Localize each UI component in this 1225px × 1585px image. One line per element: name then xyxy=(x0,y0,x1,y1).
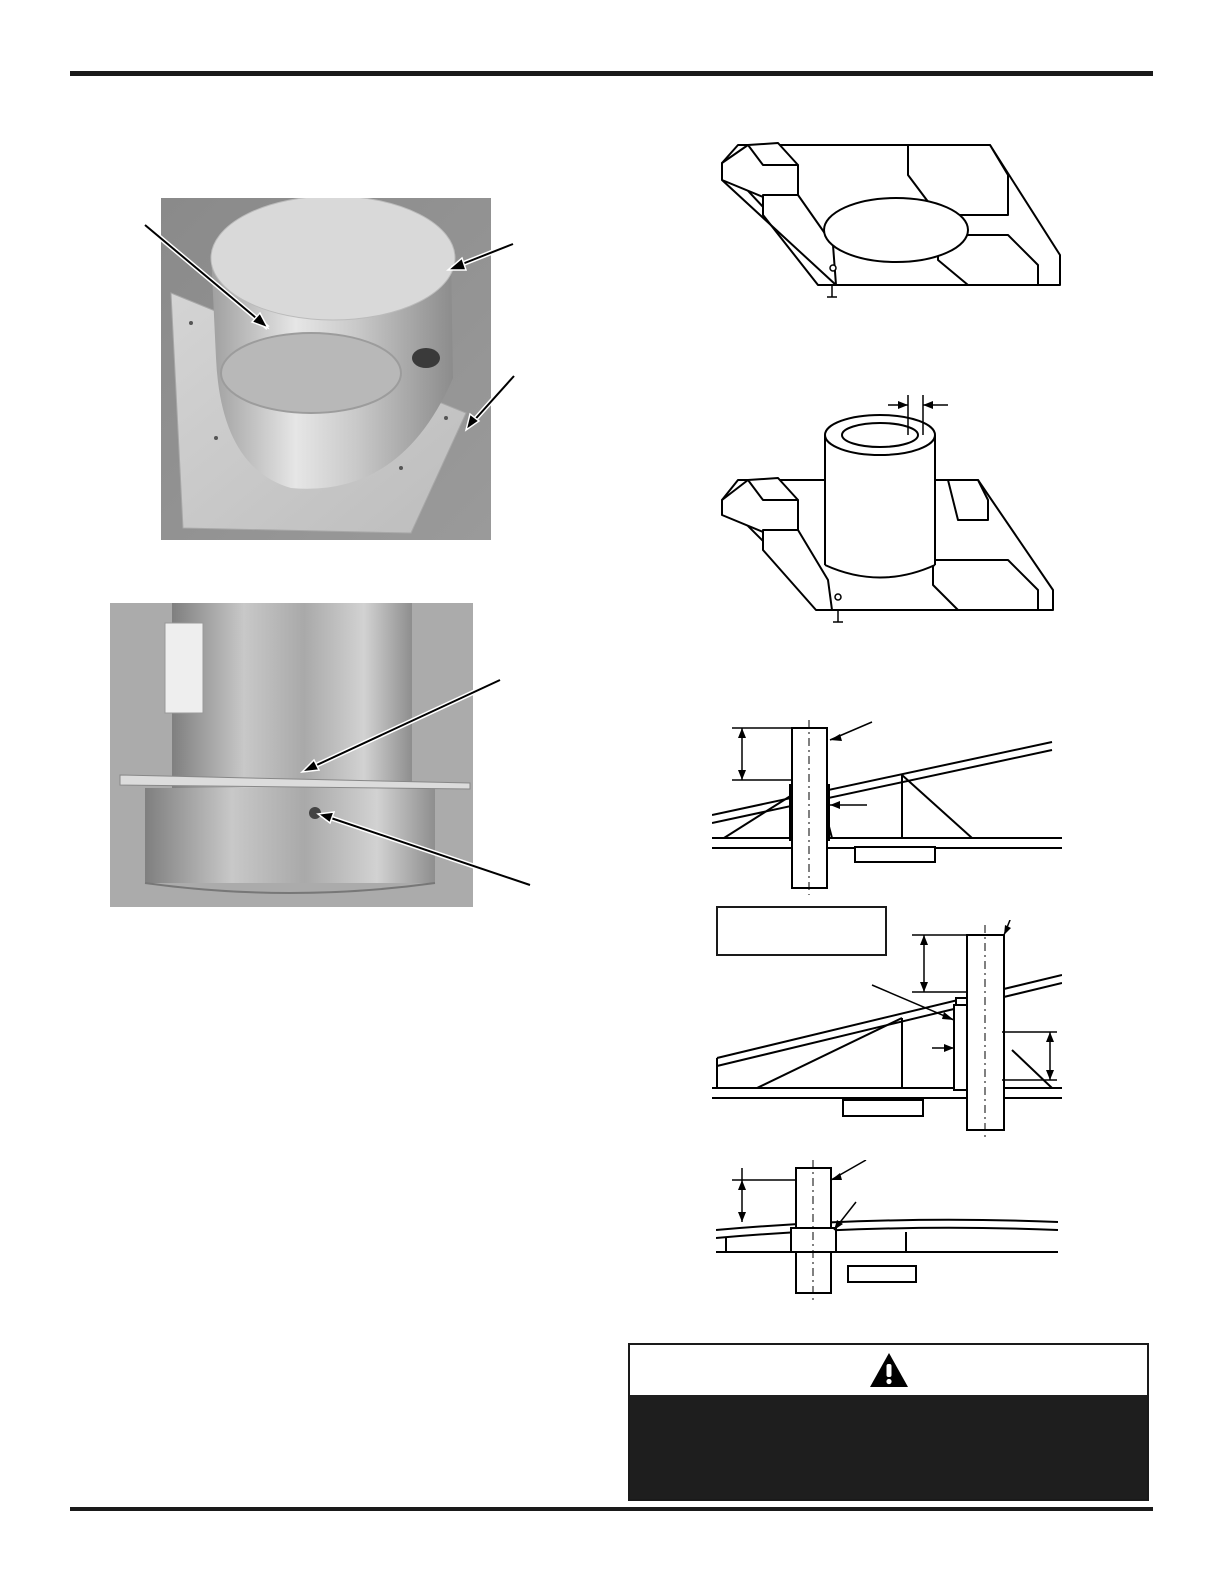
warning-body xyxy=(630,1395,1147,1499)
warning-triangle-icon xyxy=(868,1351,910,1389)
warning-box xyxy=(628,1343,1149,1501)
bottom-rule xyxy=(70,1507,1153,1511)
warning-header xyxy=(630,1345,1147,1394)
